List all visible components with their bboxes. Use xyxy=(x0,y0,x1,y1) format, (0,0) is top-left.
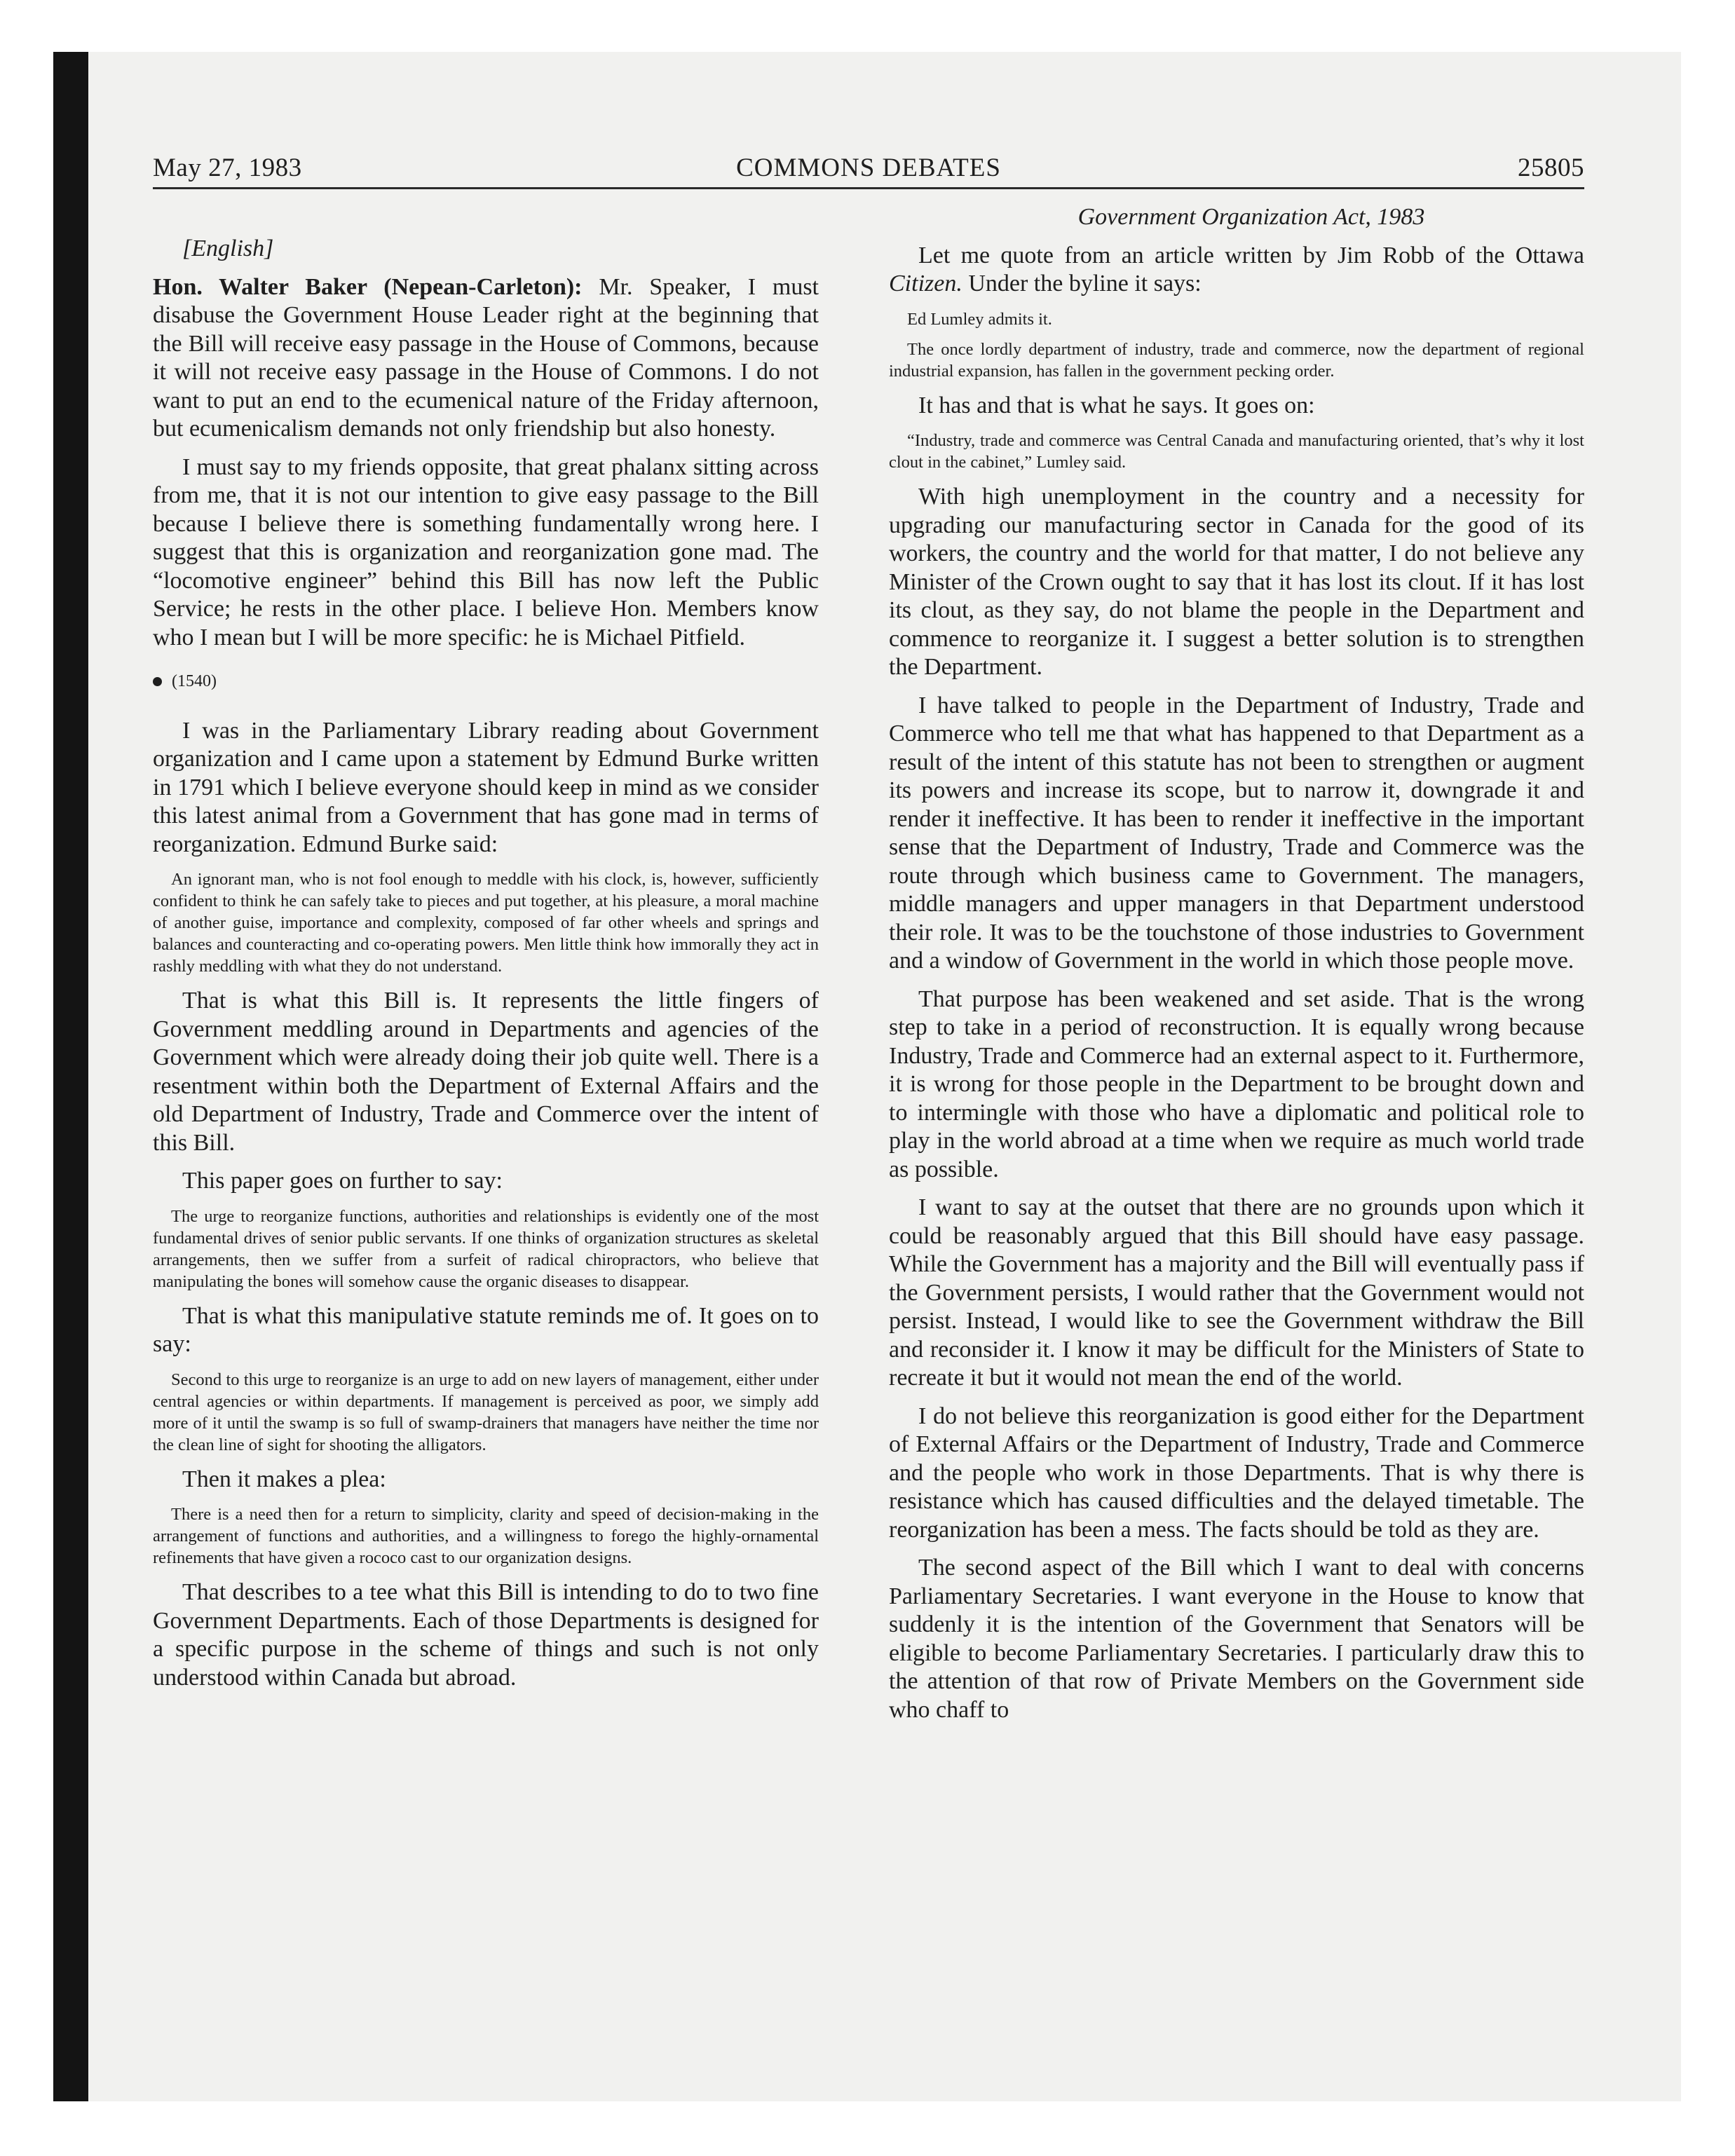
paragraph: The second aspect of the Bill which I want to deal with concerns Parliamentary Secretaries. I want everyone in the House to know that suddenly it is the intention of the Government that Senators will be eligible to become Parliamentary Secretaries. I particularly draw this to the attention of that row of Private Members on the Government side who chaff to xyxy=(889,1555,1584,1723)
running-head: Government Organization Act, 1983 xyxy=(1077,204,1425,230)
paragraph: It has and that is what he says. It goes on: xyxy=(918,392,1315,418)
header-date: May 27, 1983 xyxy=(153,153,302,182)
right-column xyxy=(889,203,1584,1734)
paragraph: With high unemployment in the country and a necessity for upgrading our manufacturing sector in Canada for the good of its workers, the country and the world for that matter, I do not believe any Minister of the Crown ought to say that it has lost its clout. If it has lost its clout, as they say, do not blame the people in the Department and commence to reorganize it. I suggest a better solution is to strengthen the Department. xyxy=(889,484,1584,680)
header-rule xyxy=(153,187,1584,189)
paragraph xyxy=(889,242,1584,299)
block-quote: There is a need then for a return to simplicity, clarity and speed of decision-making in the arrangement of functions and authorities, and a willingness to forego the highly-ornamental refinements that have given a rococo cast to our organization designs. xyxy=(153,1505,819,1567)
paragraph xyxy=(153,273,819,444)
binding-edge xyxy=(53,52,88,2101)
paragraph: I do not believe this reorganization is good either for the Department of External Affairs or the Department of Industry, Trade and Commerce and the people who work in those Departments. That is why there is resistance which has caused difficulties and the delayed timetable. The reorganization has been a mess. The facts should be told as they are. xyxy=(889,1403,1584,1543)
block-quote: “Industry, trade and commerce was Central Canada and manufacturing oriented, that’s why it lost clout in the cabinet,” Lumley said. xyxy=(889,431,1584,472)
timestamp-text: (1540) xyxy=(172,672,217,690)
paragraph: That describes to a tee what this Bill is intending to do to two fine Government Departments. Each of those Departments is designed for a specific purpose in the scheme of things and such is not only understood within Canada but abroad. xyxy=(153,1579,819,1691)
paragraph-text: Let me quote from an article written by Jim Robb of the Ottawa xyxy=(918,242,1584,268)
paragraph-text: Under the byline it says: xyxy=(962,271,1202,296)
left-column xyxy=(153,235,819,1702)
language-tag: [English] xyxy=(182,236,274,261)
paragraph: I have talked to people in the Department of Industry, Trade and Commerce who tell me that what has happened to that Department as a result of the intent of this statute has not been to strengthen or augment its powers and increase its scope, but to narrow it, downgrade it and render it ineffective. It has been to render it ineffective in the important sense that the Department of Industry, Trade and Commerce was the route through which business came to Government. The managers, middle managers and upper managers in that Department understood their role. It was to be the touchstone of those industries to Government and a window of Government in the world in which those people move. xyxy=(889,692,1584,974)
block-quote: An ignorant man, who is not fool enough to meddle with his clock, is, however, sufficiently confident to think he can safely take to pieces and put together, at his pleasure, a moral machine of another guise, importance and complexity, composed of far other wheels and springs and balances and counteracting and co-operating powers. Men little think how immorally they act in rashly meddling with what they do not understand. xyxy=(153,870,819,976)
paragraph: This paper goes on further to say: xyxy=(182,1168,503,1194)
block-quote: Ed Lumley admits it. xyxy=(907,309,1052,329)
page-header xyxy=(153,153,1584,188)
paragraph: I was in the Parliamentary Library reading about Government organization and I came upon a statement by Edmund Burke written in 1791 which I believe everyone should keep in mind as we consider this latest animal from a Government that has gone mad in terms of reorganization. Edmund Burke said: xyxy=(153,717,819,857)
page-number: 25805 xyxy=(1518,153,1584,182)
paragraph-text: Mr. Speaker, I must disabuse the Government House Leader right at the beginning that the Bill will receive easy passage in the House of Commons, because it will not receive easy passage in the House of Commons. I do not want to put an end to the ecumenical nature of the Friday afternoon, but ecumenicalism demands not only friendship but also honesty. xyxy=(153,273,819,442)
paragraph: Then it makes a plea: xyxy=(182,1466,386,1492)
speaker-name: Hon. Walter Baker (Nepean-Carleton): xyxy=(153,273,583,300)
paragraph: That is what this Bill is. It represents the little fingers of Government meddling around in Departments and agencies of the Government which were already doing their job quite well. There is a resentment within both the Department of External Affairs and the old Department of Industry, Trade and Commerce over the intent of this Bill. xyxy=(153,988,819,1156)
block-quote: The once lordly department of industry, trade and commerce, now the department of regional industrial expansion, has fallen in the government pecking order. xyxy=(889,339,1584,381)
paragraph: I want to say at the outset that there are no grounds upon which it could be reasonably argued that this Bill should have easy passage. While the Government has a majority and the Bill will eventually pass if the Government persists, I would rather that the Government would not persist. Instead, I would like to see the Government withdraw the Bill and reconsider it. I know it may be difficult for the Ministers of State to recreate it but it would not mean the end of the world. xyxy=(889,1194,1584,1391)
block-quote: Second to this urge to reorganize is an urge to add on new layers of management, either under central agencies or within departments. If management is perceived as poor, we simply add more of it until the swamp is so full of swamp-drainers that managers have neither the time nor the clean line of sight for shooting the alligators. xyxy=(153,1370,819,1454)
timestamp xyxy=(153,667,819,696)
paragraph: That is what this manipulative statute reminds me of. It goes on to say: xyxy=(153,1302,819,1357)
header-title: COMMONS DEBATES xyxy=(736,153,1001,182)
publication-name: Citizen. xyxy=(889,271,962,296)
bullet-icon xyxy=(153,677,162,686)
paragraph: I must say to my friends opposite, that great phalanx sitting across from me, that it is not our intention to give easy passage to the Bill because I believe there is something fundamentally wrong here. I suggest that this is organization and reorganization gone mad. The “locomotive engineer” behind this Bill has now left the Public Service; he rests in the other place. I believe Hon. Members know who I mean but I will be more specific: he is Michael Pitfield. xyxy=(153,453,819,650)
paragraph: That purpose has been weakened and set aside. That is the wrong step to take in a period of reconstruction. It is equally wrong because Industry, Trade and Commerce had an external aspect to it. Furthermore, it is wrong for those people in the Department to be brought down and to intermingle with those who have a diplomatic and political role to play in the world abroad at a time when we require as much world trade as possible. xyxy=(889,985,1584,1182)
block-quote: The urge to reorganize functions, authorities and relationships is evidently one of the most fundamental drives of senior public servants. If one thinks of organization structures as skeletal arrangements, then we suffer from a surfeit of radical chiropractors, who believe that manipulating the bones will somehow cause the organic diseases to disappear. xyxy=(153,1206,819,1291)
